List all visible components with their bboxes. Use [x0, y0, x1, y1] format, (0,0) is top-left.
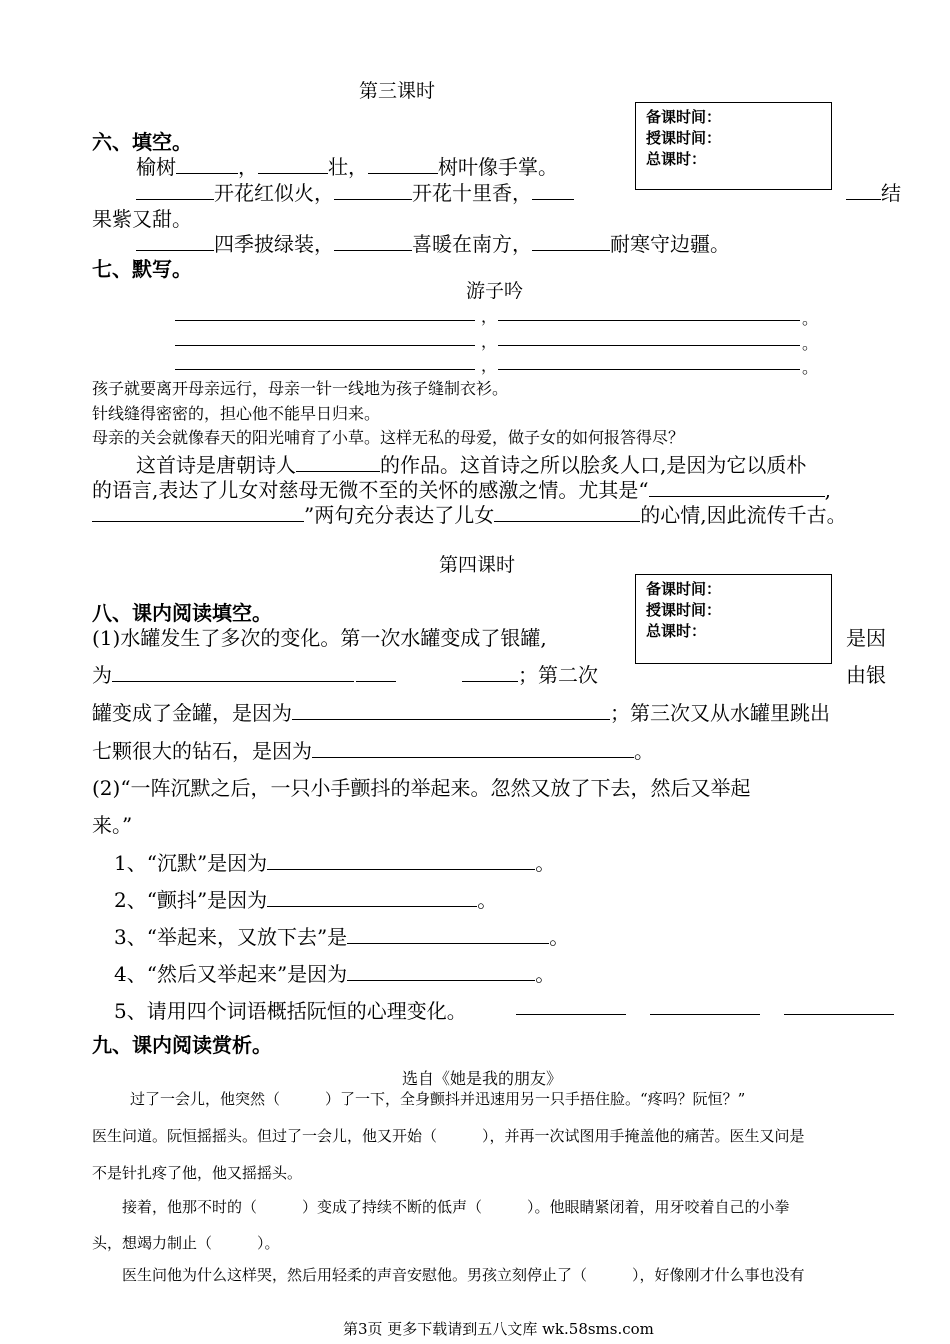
reading-line-5: 头，想竭力制止（ ）。 — [92, 1234, 280, 1252]
blank[interactable] — [368, 155, 438, 174]
poem-blank[interactable] — [175, 345, 475, 346]
blank[interactable] — [176, 155, 238, 174]
blank[interactable] — [846, 181, 881, 200]
text-strong: 壮， — [328, 155, 368, 179]
blank[interactable] — [112, 663, 354, 682]
q8-sub-5: 5、请用四个词语概括阮恒的心理变化。 — [114, 999, 467, 1023]
blank[interactable] — [334, 232, 412, 251]
text-elm: 榆树 — [136, 155, 176, 179]
q8-sub-4 — [114, 958, 555, 987]
text: 罐变成了金罐，是因为 — [92, 701, 292, 725]
poem-blank[interactable] — [175, 369, 475, 370]
q8-sub-2 — [114, 884, 497, 913]
text: ；第二次 — [518, 663, 598, 687]
blank[interactable] — [267, 851, 535, 870]
feeling-blank[interactable] — [494, 503, 640, 522]
q8-sub-1 — [114, 847, 555, 876]
word-blank[interactable] — [516, 1014, 626, 1015]
fill-line-3 — [136, 228, 730, 257]
poem-blank[interactable] — [175, 320, 475, 321]
reading-line-6: 医生问他为什么这样哭，然后用轻柔的声音安慰他。男孩立刻停止了（ ），好像刚才什么事也没有 — [122, 1266, 805, 1284]
poem-period: 。 — [802, 309, 819, 328]
text: 的作品。这首诗之所以脍炙人口,是因为它以质朴 — [380, 453, 807, 477]
text: 。 — [535, 851, 556, 875]
poem-comma: ， — [481, 356, 498, 375]
word-blank[interactable] — [784, 1014, 894, 1015]
text-fruit: 结 — [881, 181, 901, 205]
text: 4、“然后又举起来”是因为 — [114, 962, 348, 986]
poem-note-2: 针线缝得密密的，担心他不能早日归来。 — [92, 404, 381, 423]
poem-para-line-3 — [92, 499, 847, 528]
teach-time-label: 授课时间： — [646, 129, 722, 147]
text: 。 — [535, 962, 556, 986]
teach-time-label: 授课时间： — [646, 601, 722, 619]
poem-note-1: 孩子就要离开母亲远行，母亲一针一线地为孩子缝制衣衫。 — [92, 379, 509, 398]
blank[interactable] — [258, 155, 328, 174]
quote-blank[interactable] — [649, 478, 825, 497]
q8-line-6: 来。” — [92, 813, 133, 837]
q8-line-1: (1)水罐发生了多次的变化。第一次水罐变成了银罐, — [92, 626, 547, 650]
text: 。 — [477, 888, 498, 912]
blank[interactable] — [136, 232, 214, 251]
text-border: 耐寒守边疆。 — [610, 232, 730, 256]
poem-comma: ， — [481, 332, 498, 351]
poem-blank[interactable] — [498, 369, 800, 370]
prep-time-label: 备课时间： — [646, 108, 722, 126]
q8-sub-3 — [114, 921, 569, 950]
total-time-label: 总课时： — [646, 622, 707, 640]
lesson3-title: 第三课时 — [359, 80, 436, 102]
text-evergreen: 四季披绿装， — [214, 232, 334, 256]
text: 。 — [549, 925, 570, 949]
blank[interactable] — [532, 181, 574, 200]
section7-heading: 七、默写。 — [92, 257, 192, 281]
reading-source: 选自《她是我的朋友》 — [402, 1069, 563, 1088]
q8-line-2 — [92, 659, 598, 688]
text-fragrant: 开花十里香， — [412, 181, 532, 205]
text: 七颗很大的钻石，是因为 — [92, 739, 312, 763]
blank[interactable] — [312, 739, 634, 758]
text-comma: ， — [238, 155, 258, 179]
poem-blank[interactable] — [498, 345, 800, 346]
word-blank[interactable] — [650, 1014, 760, 1015]
blank[interactable] — [136, 181, 214, 200]
blank[interactable] — [356, 663, 396, 682]
poem-period: 。 — [802, 358, 819, 377]
q8-line-5: (2)“一阵沉默之后，一只小手颤抖的举起来。忽然又放了下去，然后又举起 — [92, 776, 751, 800]
text: 。 — [634, 739, 654, 763]
text: ；第三次又从水罐里跳出 — [610, 701, 830, 725]
quote-blank[interactable] — [92, 503, 304, 522]
text: 1、“沉默”是因为 — [114, 851, 268, 875]
q8-line-4 — [92, 735, 654, 764]
total-time-label: 总课时： — [646, 150, 707, 168]
text: ”两句充分表达了儿女 — [304, 503, 495, 527]
text-south: 喜暖在南方， — [412, 232, 532, 256]
section9-heading: 九、课内阅读赏析。 — [92, 1033, 272, 1057]
section8-heading: 八、课内阅读填空。 — [92, 601, 272, 625]
blank[interactable] — [334, 181, 412, 200]
reading-line-4: 接着，他那不时的（ ）变成了持续不断的低声（ ）。他眼睛紧闭着，用牙咬着自己的小拳 — [122, 1198, 790, 1216]
lesson4-title: 第四课时 — [439, 554, 516, 576]
text-leaf: 树叶像手掌。 — [438, 155, 558, 179]
section6-heading: 六、填空。 — [92, 130, 192, 154]
fill-line-2 — [136, 177, 574, 206]
poem-note-3: 母亲的关会就像春天的阳光哺育了小草。这样无私的母爱，做子女的如何报答得尽？ — [92, 428, 685, 447]
poet-blank[interactable] — [296, 453, 380, 472]
text-red-flower: 开花红似火， — [214, 181, 334, 205]
time-box-lesson3 — [635, 102, 832, 190]
blank[interactable] — [347, 925, 549, 944]
blank[interactable] — [532, 232, 610, 251]
fill-line-2-end — [846, 177, 901, 206]
poem-blank[interactable] — [498, 320, 800, 321]
blank[interactable] — [292, 701, 610, 720]
reading-line-2: 医生问道。阮恒摇摇头。但过了一会儿，他又开始（ ），并再一次试图用手掩盖他的痛苦。医生又问是 — [92, 1127, 805, 1145]
reading-line-3: 不是针扎疼了他，他又摇摇头。 — [92, 1164, 303, 1182]
text: 的语言,表达了儿女对慈母无微不至的关怀的感激之情。尤其是“ — [92, 478, 649, 502]
text: , — [824, 478, 831, 502]
text: 为 — [92, 663, 112, 687]
poem-comma: ， — [481, 307, 498, 326]
q8-line-1-end: 是因 — [846, 626, 886, 650]
fill-line-1 — [136, 151, 558, 180]
poem-period: 。 — [802, 334, 819, 353]
page-footer: 第3页 更多下载请到五八文库 wk.58sms.com — [343, 1320, 654, 1338]
text: 这首诗是唐朝诗人 — [136, 453, 296, 477]
text: 的心情,因此流传千古。 — [640, 503, 847, 527]
prep-time-label: 备课时间： — [646, 580, 722, 598]
q8-line-3 — [92, 697, 830, 726]
blank[interactable] — [347, 962, 535, 981]
blank[interactable] — [462, 663, 518, 682]
fill-line-2-wrap: 果紫又甜。 — [92, 207, 192, 231]
text: 3、“举起来，又放下去”是 — [114, 925, 348, 949]
text: 2、“颤抖”是因为 — [114, 888, 268, 912]
reading-line-1: 过了一会儿，他突然（ ）了一下，全身颤抖并迅速用另一只手捂住脸。“疼吗？阮恒？” — [130, 1090, 746, 1108]
time-box-lesson4 — [635, 574, 832, 664]
q8-line-2-end: 由银 — [846, 663, 886, 687]
poem-title: 游子吟 — [466, 280, 524, 302]
blank[interactable] — [267, 888, 477, 907]
